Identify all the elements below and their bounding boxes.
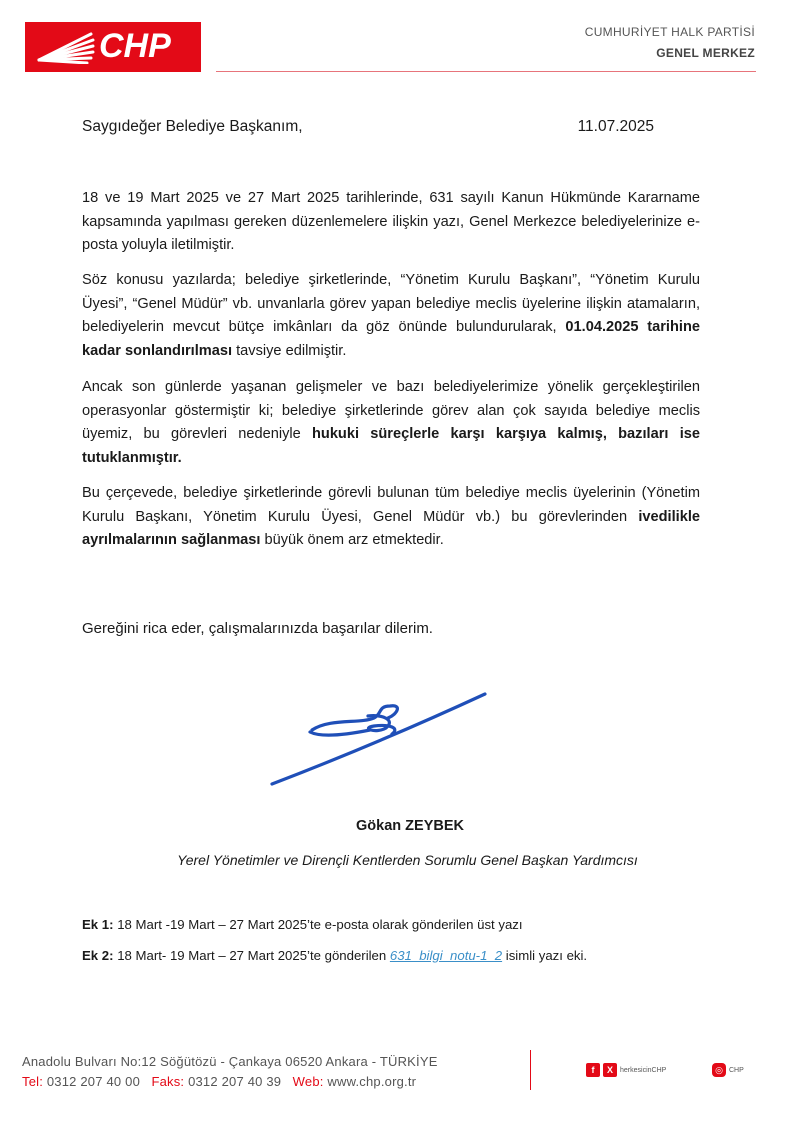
- logo-text: CHP: [99, 27, 171, 65]
- footer-contact: [22, 1074, 416, 1089]
- paragraph-3-bold: hukuki süreçlerle karşı karşıya kalmış, bazıları ise tutuklanmıştır.: [82, 426, 700, 466]
- party-unit: GENEL MERKEZ: [656, 46, 755, 60]
- social-links: [586, 1063, 666, 1077]
- facebook-icon[interactable]: f: [586, 1063, 600, 1077]
- greeting: Saygıdeğer Belediye Başkanım,: [82, 118, 303, 135]
- party-header: [585, 22, 755, 64]
- greeting-row: [82, 118, 654, 136]
- annex-1-text: 18 Mart -19 Mart – 27 Mart 2025’te e-posta olarak gönderilen üst yazı: [113, 917, 523, 932]
- tel-label: Tel:: [22, 1074, 44, 1089]
- closing-line: Gereğini rica eder, çalışmalarınızda başarılar dilerim.: [82, 620, 433, 637]
- header-divider: [216, 71, 756, 72]
- annex-2-label: Ek 2:: [82, 948, 114, 963]
- signer-title: Yerel Yönetimler ve Dirençli Kentlerden Sorumlu Genel Başkan Yardımcısı: [177, 852, 638, 868]
- party-name: CUMHURİYET HALK PARTİSİ: [584, 25, 755, 39]
- signer-name: Gökan ZEYBEK: [356, 818, 464, 834]
- social-handle[interactable]: herkesicinCHP: [620, 1066, 667, 1074]
- fax-label: Faks:: [151, 1074, 185, 1089]
- instagram-icon[interactable]: ◎: [712, 1063, 726, 1077]
- annex-2-link[interactable]: 631_bilgi_notu-1_2: [389, 948, 503, 963]
- paragraph-2-text-b: tavsiye edilmiştir.: [232, 342, 347, 359]
- instagram-handle[interactable]: CHP: [729, 1066, 744, 1074]
- web-url[interactable]: www.chp.org.tr: [327, 1074, 417, 1089]
- instagram-link: [712, 1063, 744, 1077]
- paragraph-1: 18 ve 19 Mart 2025 ve 27 Mart 2025 tarihlerinde, 631 sayılı Kanun Hükmünde Kararname kapsamında yapılması gereken düzenlemelere ilişkin yazı, Genel Merkezce belediyelerinize e-posta yoluyla iletilmiştir.: [82, 190, 700, 253]
- annex-1: [82, 917, 523, 932]
- chp-logo: [25, 22, 201, 72]
- six-arrows-icon: [35, 30, 97, 64]
- footer-address: Anadolu Bulvarı No:12 Söğütözü - Çankaya 06520 Ankara - TÜRKİYE: [22, 1054, 438, 1069]
- paragraph-4-text-a: Bu çerçevede, belediye şirketlerinde görevli bulunan tüm belediye meclis üyelerinin (Yönetim Kurulu Başkanı, Yönetim Kurulu Üyesi, Genel Müdür vb.) bu görevlerinden: [82, 485, 700, 525]
- paragraph-4-text-b: büyük önem arz etmektedir.: [260, 532, 444, 548]
- annex-2-text-a: 18 Mart- 19 Mart – 27 Mart 2025’te gönderilen: [113, 948, 390, 963]
- paragraph-3-text: Ancak son günlerde yaşanan gelişmeler ve bazı belediyelerimize yönelik gerçekleştirilen operasyonlar göstermiştir ki; belediye şirketlerinde görev alan çok sayıda belediye meclis üyemiz, bu görevleri nedeniyle: [82, 379, 700, 442]
- annex-2: [82, 948, 587, 963]
- x-icon[interactable]: X: [603, 1063, 617, 1077]
- paragraph-2-text-a: Söz konusu yazılarda; belediye şirketlerinde, “Yönetim Kurulu Başkanı”, “Yönetim Kurulu Üyesi”, “Genel Müdür” vb. unvanlarla görev yapan belediye meclis üyelerine ilişkin atamaların, belediyelerin mevcut bütçe imkânları da göz önünde bulundurularak,: [82, 272, 700, 335]
- fax-number: 0312 207 40 39: [188, 1074, 282, 1089]
- letter-date: 11.07.2025: [577, 118, 654, 135]
- paragraph-2-bold: 01.04.2025 tarihine kadar sonlandırılması: [82, 319, 700, 359]
- paragraph-4: [82, 482, 700, 553]
- paragraph-3: [82, 376, 700, 470]
- annex-1-label: Ek 1:: [82, 917, 114, 932]
- web-label: Web:: [292, 1074, 324, 1089]
- tel-number: 0312 207 40 00: [46, 1074, 141, 1089]
- handwritten-signature: [270, 688, 500, 798]
- annex-2-text-b: isimli yazı eki.: [502, 948, 588, 963]
- paragraph-4-bold: ivedilikle ayrılmalarının sağlanması: [82, 508, 700, 548]
- paragraph-2: [82, 269, 700, 363]
- footer-divider: [530, 1050, 531, 1090]
